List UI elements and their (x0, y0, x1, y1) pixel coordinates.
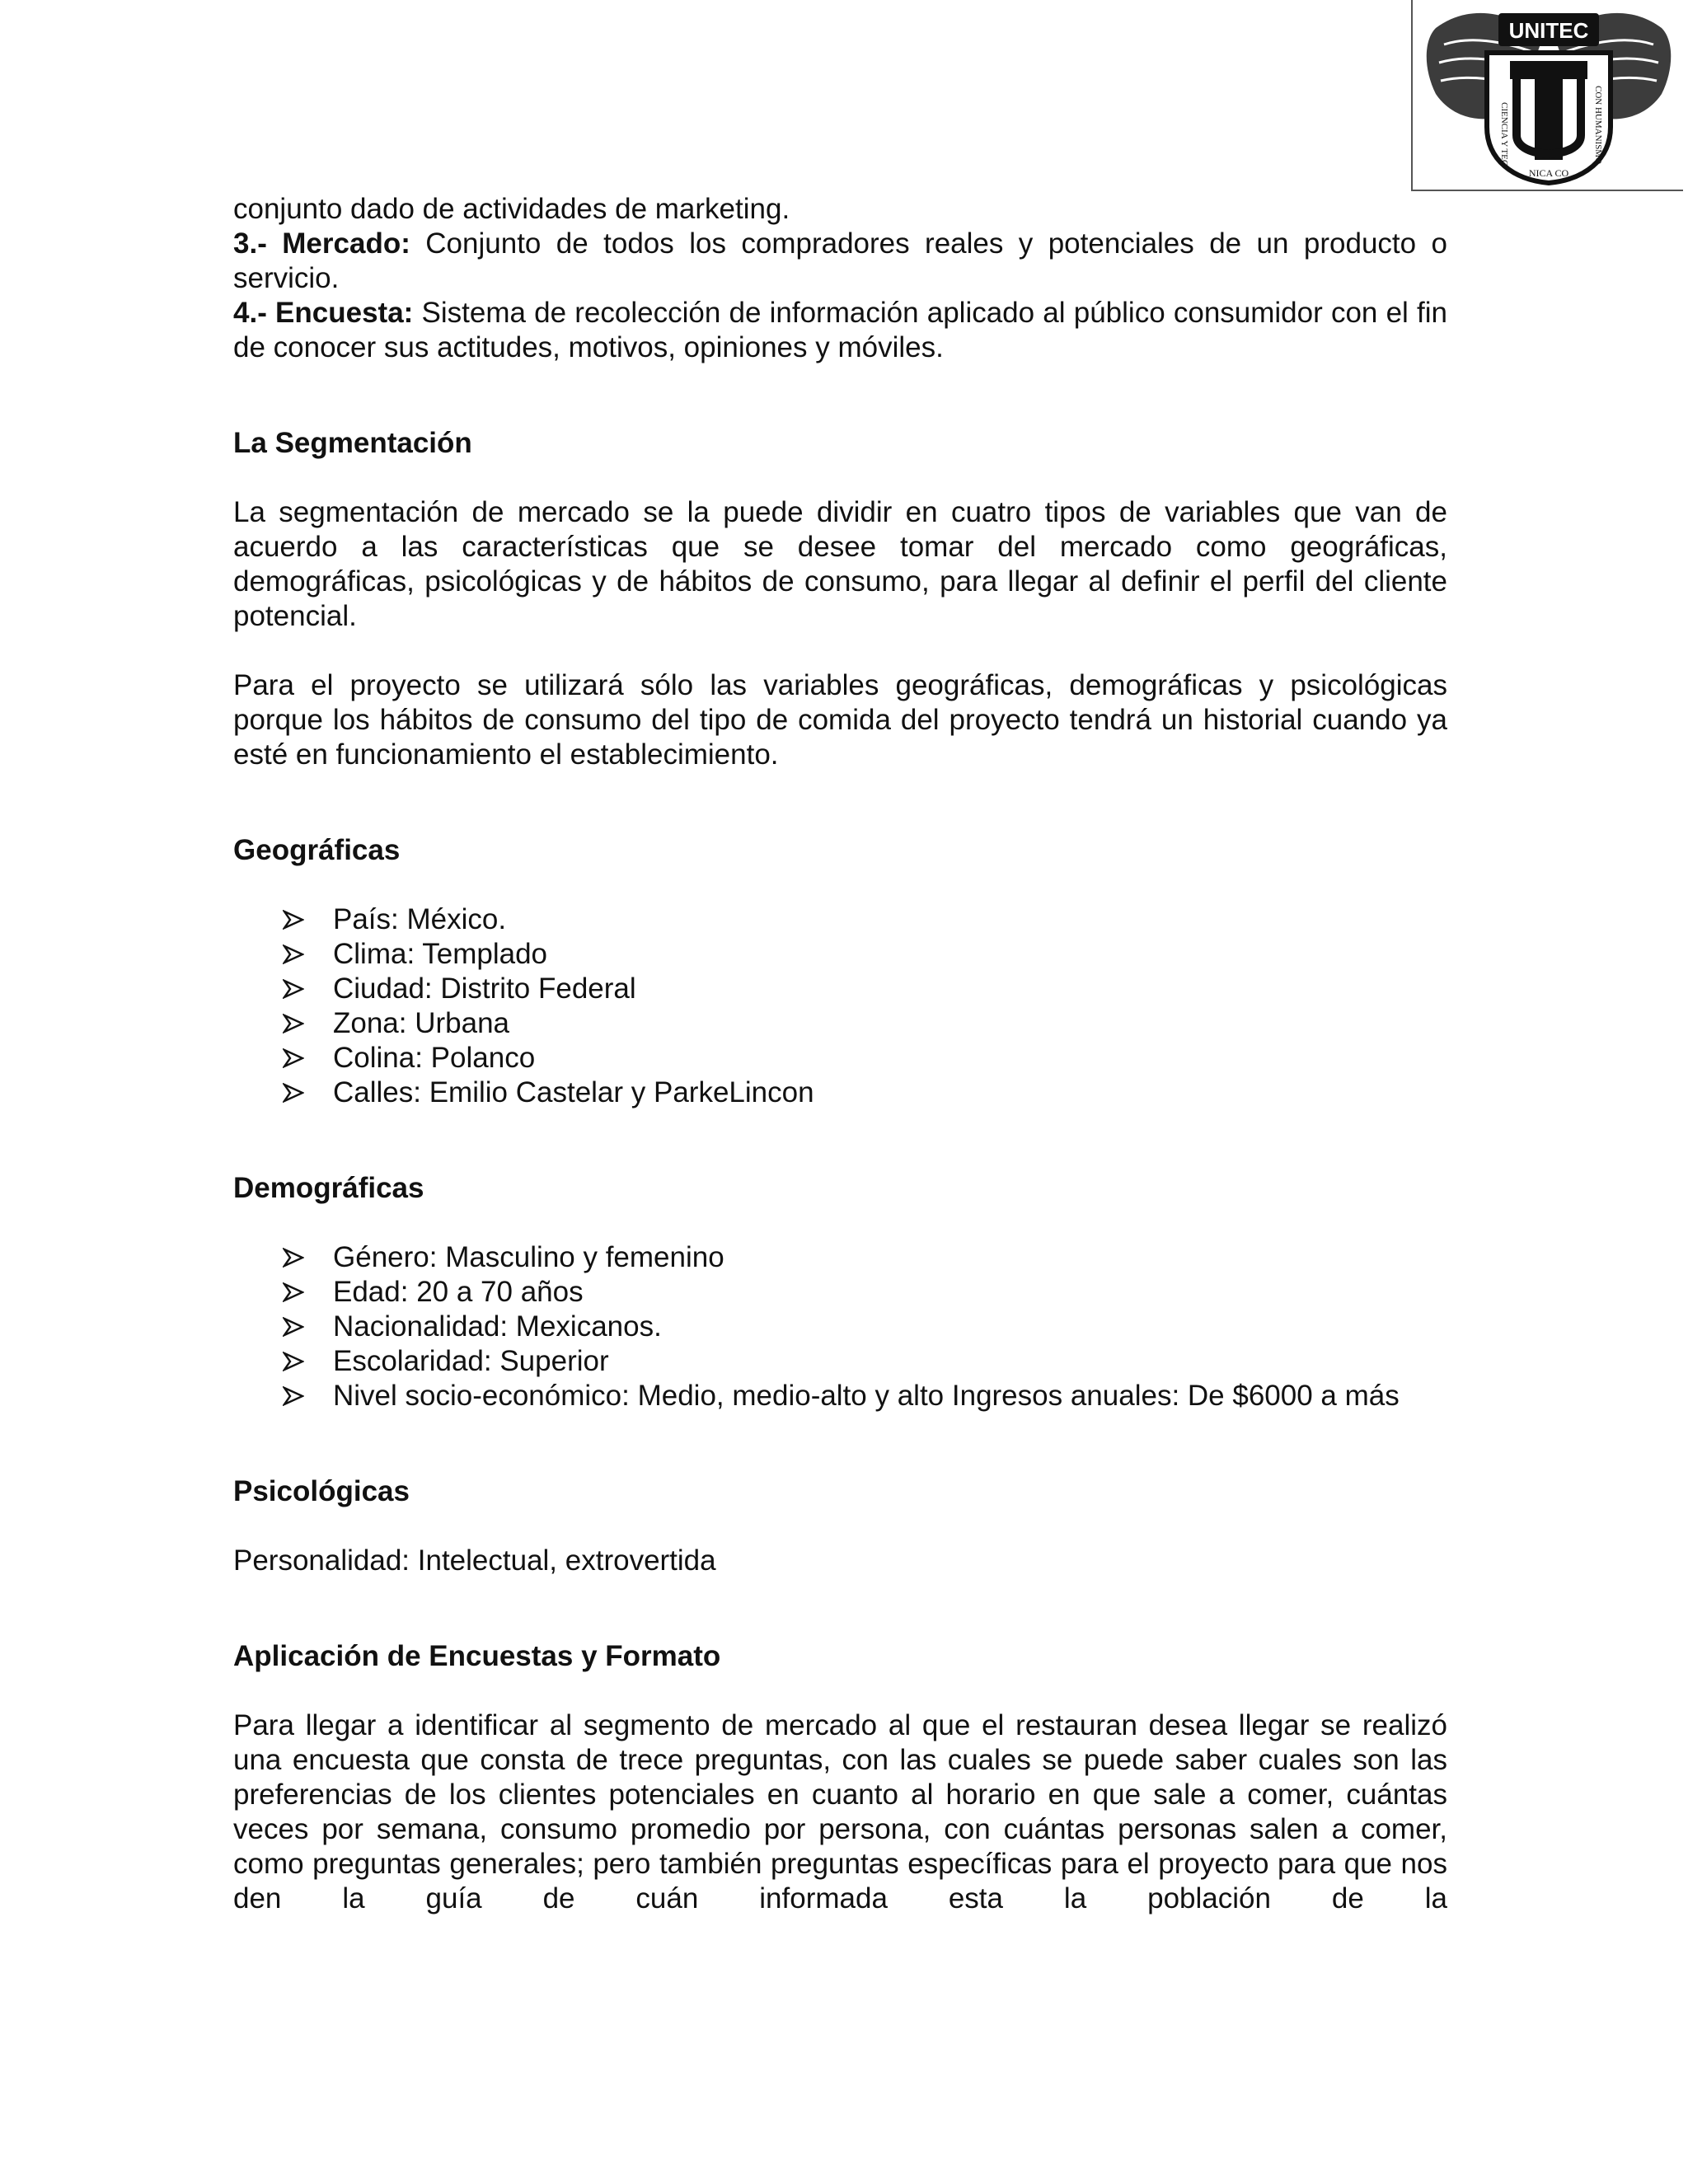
definition-label: 3.- Mercado: (233, 227, 410, 260)
arrow-bullet-icon (283, 979, 304, 999)
list-item: Nacionalidad: Mexicanos. (283, 1310, 1447, 1344)
segmentacion-paragraph-2: Para el proyecto se utilizará sólo las variables geográficas, demográficas y psicológicas porque los hábitos de consumo del tipo de comida del proyecto tendrá un historial cuando ya esté en funcionamiento el establecimiento. (233, 669, 1447, 771)
definition-mercado (233, 227, 1447, 296)
definition-text: Conjunto de todos los compradores reales y potenciales de un producto o servicio. (233, 227, 1447, 294)
arrow-bullet-icon (283, 1014, 304, 1033)
list-item: Calles: Emilio Castelar y ParkeLincon (283, 1076, 1447, 1110)
arrow-bullet-icon (283, 1248, 304, 1268)
list-item: Nivel socio-económico: Medio, medio-alto y alto Ingresos anuales: De $6000 a más (283, 1379, 1447, 1413)
segmentacion-paragraph-1: La segmentación de mercado se la puede dividir en cuatro tipos de variables que van de acuerdo a las características que se desee tomar del mercado como geográficas, demográficas, psicológicas y de hábitos de consumo, para llegar al definir el perfil del cliente potencial. (233, 496, 1447, 632)
list-item: Escolaridad: Superior (283, 1344, 1447, 1379)
heading-psicologicas: Psicológicas (233, 1475, 410, 1507)
arrow-bullet-icon (283, 1352, 304, 1371)
svg-text:CON HUMANISMO: CON HUMANISMO (1593, 86, 1603, 165)
definition-text: Sistema de recolección de información aplicado al público consumidor con el fin de conocer sus actitudes, motivos, opiniones y móviles. (233, 297, 1447, 363)
demograficas-list (233, 1240, 1447, 1413)
arrow-bullet-icon (283, 1048, 304, 1068)
intro-line: conjunto dado de actividades de marketing. (233, 193, 790, 225)
arrow-bullet-icon (283, 1317, 304, 1337)
list-item: Género: Masculino y femenino (283, 1240, 1447, 1275)
svg-text:UNITEC: UNITEC (1508, 18, 1589, 43)
svg-text:NICA CO: NICA CO (1528, 167, 1569, 179)
list-item: Clima: Templado (283, 937, 1447, 972)
list-item: País: México. (283, 902, 1447, 937)
arrow-bullet-icon (283, 910, 304, 930)
unitec-crest-icon (1419, 3, 1678, 186)
encuestas-paragraph: Para llegar a identificar al segmento de mercado al que el restauran desea llegar se realizó una encuesta que consta de trece preguntas, con las cuales se puede saber cuales son las preferencias de los clientes potenciales en cuanto al horario en que sale a comer, cuántas veces por semana, consumo promedio por persona, con cuántas personas salen a comer, como preguntas generales; pero también preguntas específicas para el proyecto para que nos den la guía de cuán informada esta la población de la (233, 1709, 1447, 1915)
arrow-bullet-icon (283, 944, 304, 964)
psicologicas-text: Personalidad: Intelectual, extrovertida (233, 1544, 716, 1577)
geograficas-list (233, 902, 1447, 1110)
svg-text:CIENCIA Y TEC: CIENCIA Y TEC (1499, 102, 1509, 166)
heading-encuestas: Aplicación de Encuestas y Formato (233, 1640, 721, 1672)
definition-label: 4.- Encuesta: (233, 297, 414, 329)
document-body (233, 192, 1447, 1916)
unitec-logo (1411, 0, 1683, 191)
list-item: Edad: 20 a 70 años (283, 1275, 1447, 1310)
arrow-bullet-icon (283, 1282, 304, 1302)
arrow-bullet-icon (283, 1386, 304, 1406)
heading-segmentacion: La Segmentación (233, 427, 472, 459)
heading-demograficas: Demográficas (233, 1172, 424, 1204)
list-item: Ciudad: Distrito Federal (283, 972, 1447, 1006)
list-item: Zona: Urbana (283, 1006, 1447, 1041)
definition-encuesta (233, 296, 1447, 365)
heading-geograficas: Geográficas (233, 834, 401, 866)
list-item: Colina: Polanco (283, 1041, 1447, 1076)
arrow-bullet-icon (283, 1083, 304, 1103)
